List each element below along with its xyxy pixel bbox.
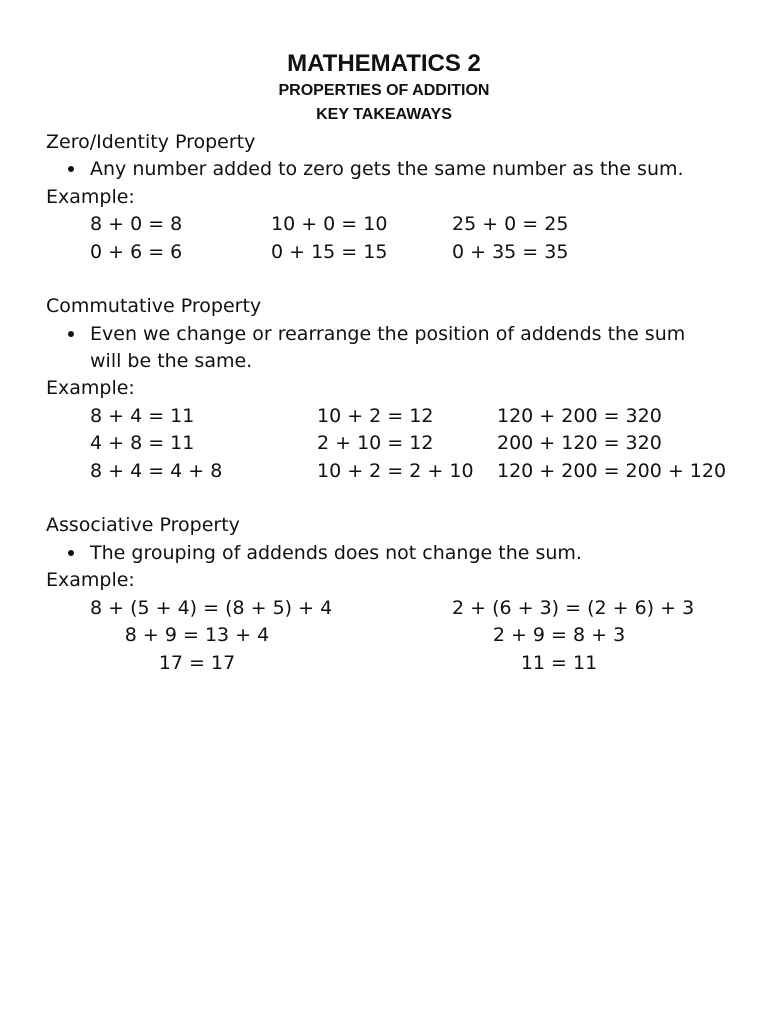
equation: 2 + (6 + 3) = (2 + 6) + 3 xyxy=(452,597,695,619)
equation: 200 + 120 = 320 xyxy=(497,432,662,454)
equation: 10 + 2 = 12 xyxy=(317,405,434,427)
example-label: Example: xyxy=(46,377,135,399)
page-subtitle: PROPERTIES OF ADDITION xyxy=(278,82,490,99)
equation: 17 = 17 xyxy=(158,652,236,674)
example-label: Example: xyxy=(46,569,135,591)
equation: 0 + 35 = 35 xyxy=(452,241,569,263)
equation: 8 + 4 = 4 + 8 xyxy=(90,460,223,482)
equation: 25 + 0 = 25 xyxy=(452,213,569,235)
equation: 120 + 200 = 200 + 120 xyxy=(497,460,727,482)
zero-identity-heading: Zero/Identity Property xyxy=(46,131,256,153)
equation: 8 + 9 = 13 + 4 xyxy=(124,624,270,646)
bullet-icon xyxy=(68,550,74,556)
bullet-text: Even we change or rearrange the position of addends the sum xyxy=(90,323,686,345)
equation: 8 + 0 = 8 xyxy=(90,213,183,235)
example-label: Example: xyxy=(46,186,135,208)
bullet-text: The grouping of addends does not change the sum. xyxy=(90,542,582,564)
equation: 4 + 8 = 11 xyxy=(90,432,195,454)
equation: 2 + 9 = 8 + 3 xyxy=(492,624,626,646)
bullet-icon xyxy=(68,331,74,337)
page-title: MATHEMATICS 2 xyxy=(287,50,481,77)
equation: 10 + 2 = 2 + 10 xyxy=(317,460,474,482)
page-subtitle-key-takeaways: KEY TAKEAWAYS xyxy=(316,106,452,123)
associative-heading: Associative Property xyxy=(46,514,240,536)
equation: 10 + 0 = 10 xyxy=(271,213,388,235)
bullet-text: Any number added to zero gets the same number as the sum. xyxy=(90,158,684,180)
equation: 0 + 6 = 6 xyxy=(90,241,183,263)
equation: 0 + 15 = 15 xyxy=(271,241,388,263)
equation: 2 + 10 = 12 xyxy=(317,432,434,454)
commutative-heading: Commutative Property xyxy=(46,295,262,317)
equation: 11 = 11 xyxy=(520,652,598,674)
equation: 8 + 4 = 11 xyxy=(90,405,195,427)
bullet-text-continued: will be the same. xyxy=(90,350,253,372)
bullet-icon xyxy=(68,166,74,172)
equation: 8 + (5 + 4) = (8 + 5) + 4 xyxy=(90,597,333,619)
equation: 120 + 200 = 320 xyxy=(497,405,662,427)
